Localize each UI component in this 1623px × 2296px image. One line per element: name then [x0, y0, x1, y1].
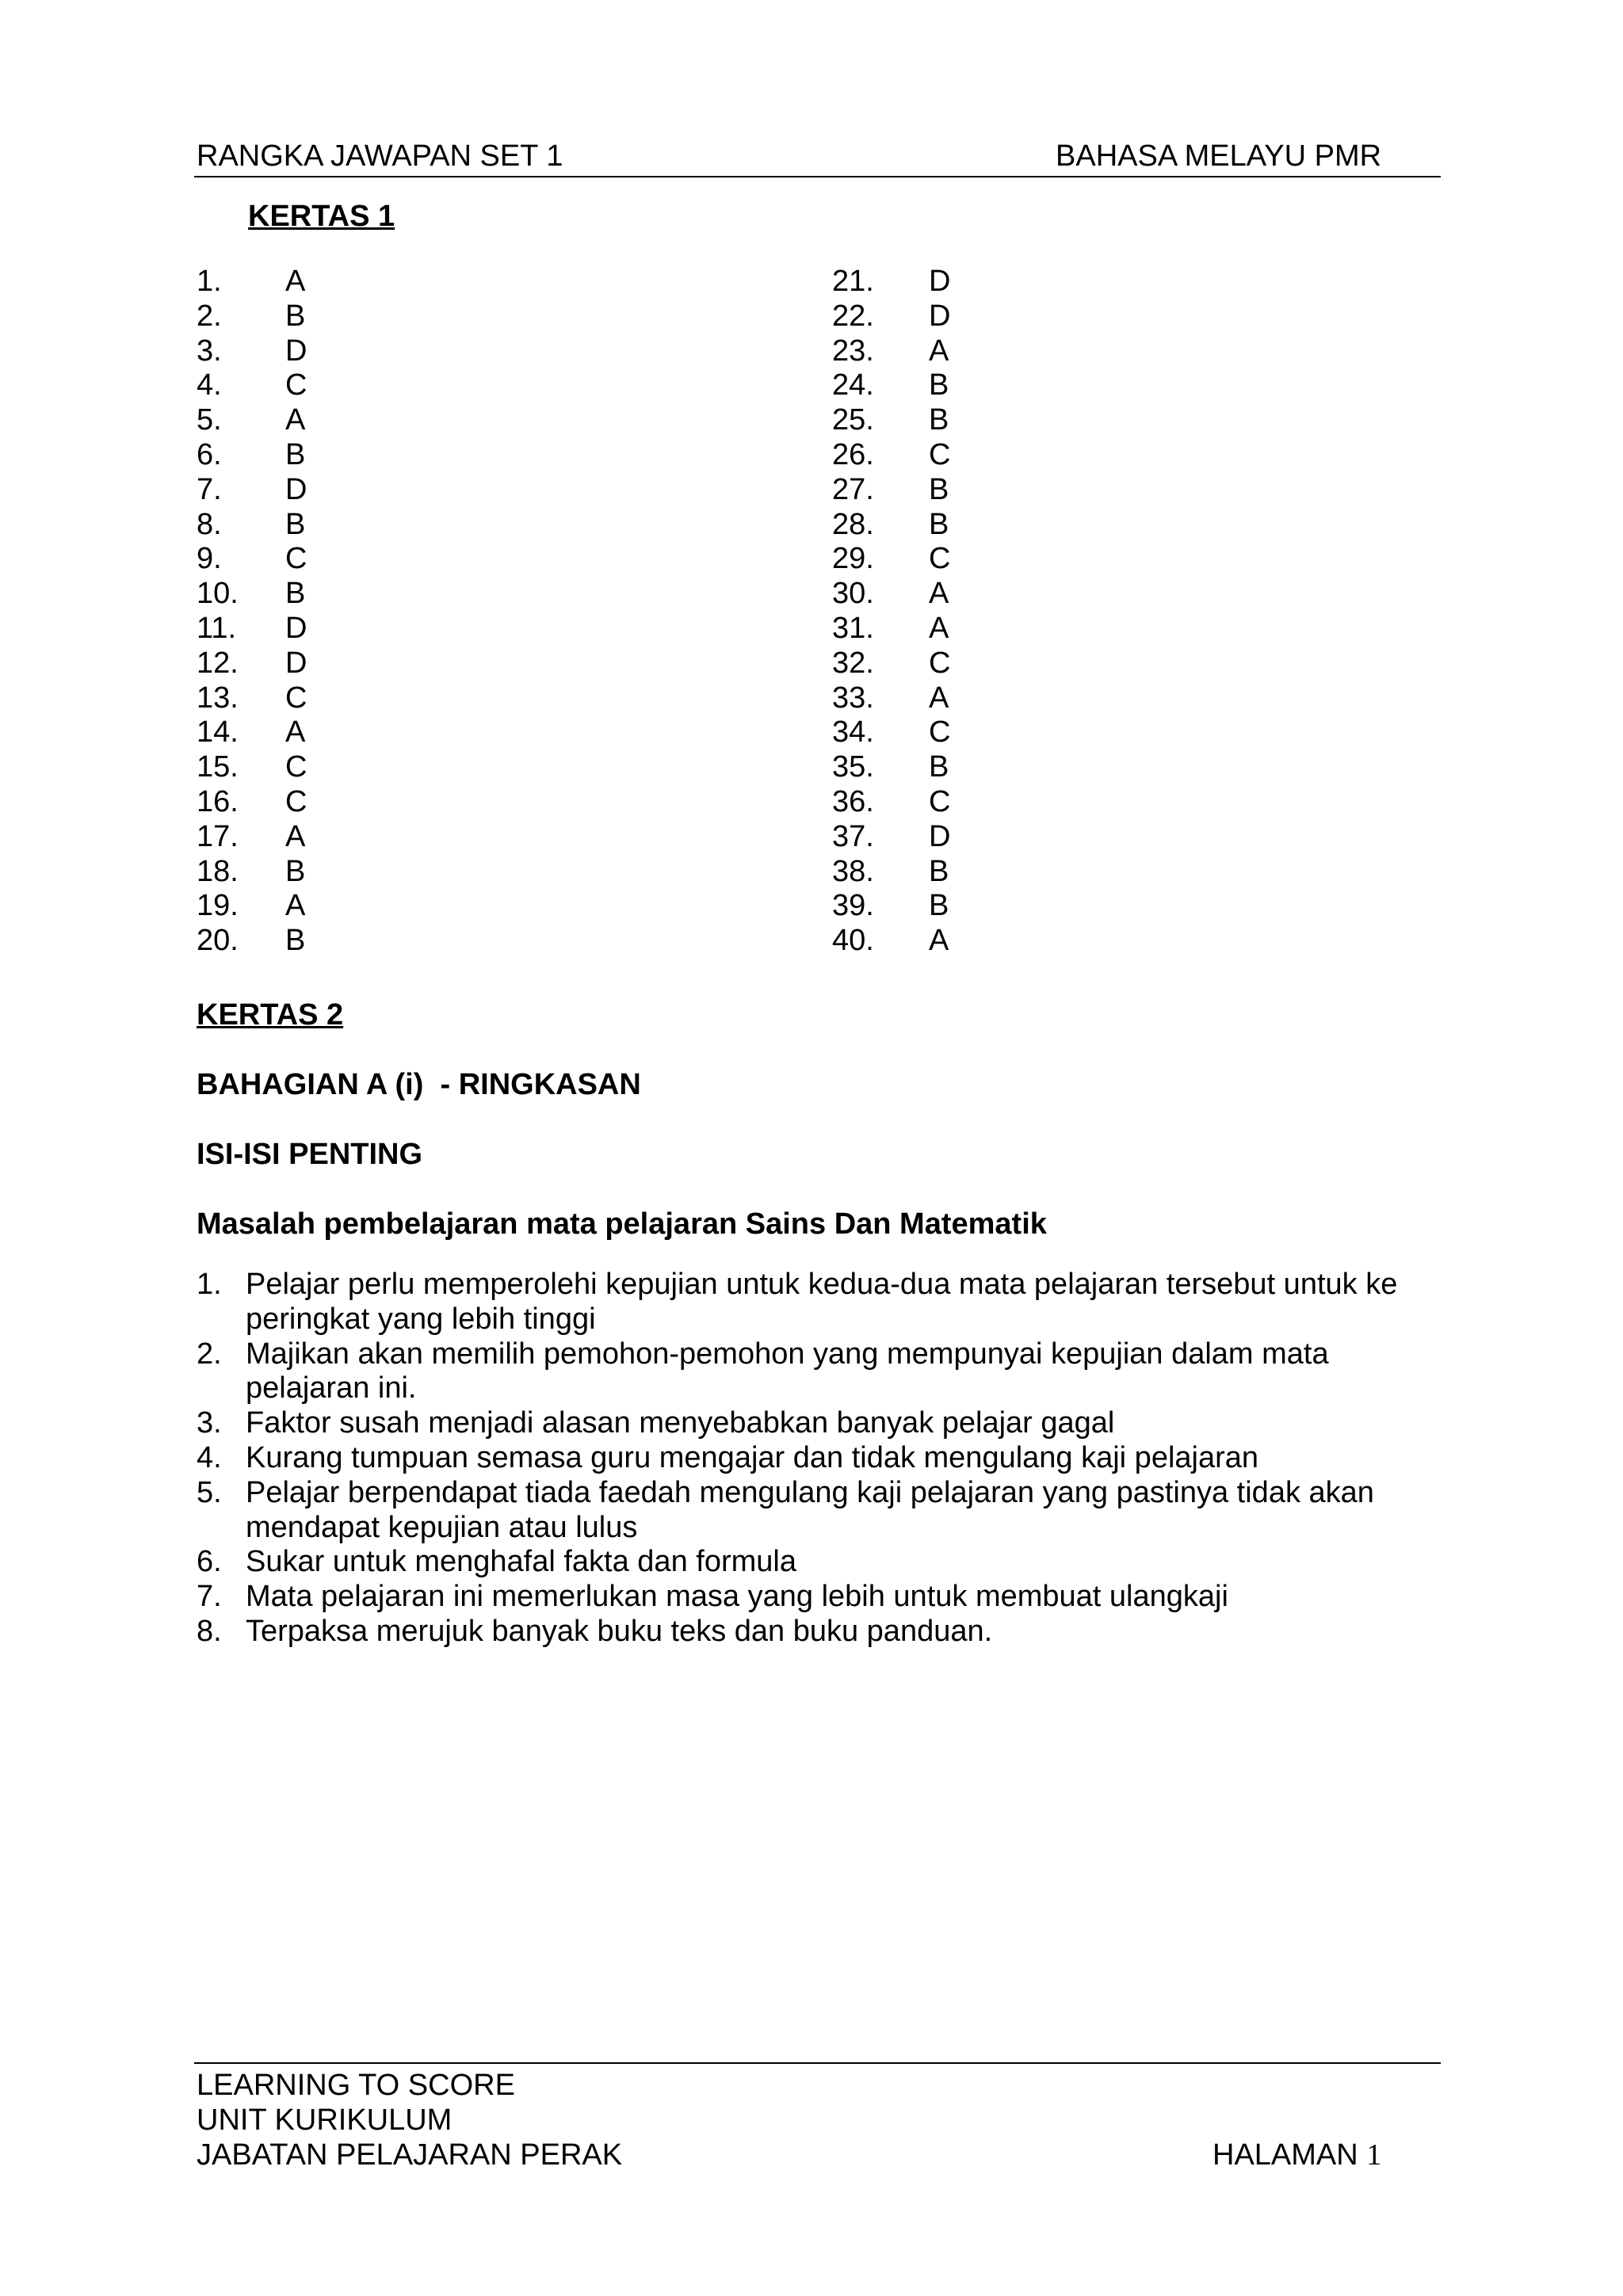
- point-item: [197, 1580, 1417, 1615]
- answer-number: 15.: [197, 750, 239, 784]
- answer-letter: A: [285, 889, 306, 923]
- answer-letter: C: [929, 715, 951, 749]
- answer-letter: A: [285, 819, 306, 853]
- answer-row: [197, 299, 355, 334]
- point-number: 6.: [197, 1545, 222, 1579]
- point-text: Pelajar perlu memperolehi kepujian untuk kedua-dua mata pelajaran tersebut untuk ke peringkat yang lebih tinggi: [246, 1268, 1398, 1336]
- answer-row: [832, 437, 991, 472]
- answers-right-column: [832, 264, 991, 958]
- answer-row: [197, 437, 355, 472]
- answer-row: [197, 368, 355, 402]
- page-number-block: [1212, 2138, 1381, 2172]
- section-heading: BAHAGIAN A (i) - RINGKASAN: [197, 1068, 641, 1101]
- answer-number: 1.: [197, 265, 222, 298]
- answer-number: 40.: [832, 924, 874, 958]
- answer-letter: D: [929, 819, 951, 853]
- answer-letter: B: [285, 577, 306, 611]
- answer-row: [832, 264, 991, 299]
- answer-number: 18.: [197, 854, 239, 888]
- answer-letter: B: [929, 889, 949, 923]
- answer-row: [832, 507, 991, 542]
- answer-letter: C: [929, 437, 951, 471]
- answer-letter: C: [285, 784, 307, 818]
- answer-number: 37.: [832, 819, 874, 853]
- points-list: [197, 1268, 1417, 1650]
- answer-row: [832, 576, 991, 611]
- answer-row: [197, 854, 355, 889]
- answer-letter: A: [929, 611, 949, 645]
- answer-row: [197, 923, 355, 958]
- answer-row: [197, 715, 355, 749]
- answer-number: 38.: [832, 854, 874, 888]
- point-text: Majikan akan memilih pemohon-pemohon yang mempunyai kepujian dalam mata pelajaran ini.: [246, 1337, 1329, 1405]
- answer-letter: B: [285, 854, 306, 888]
- footer-line1: LEARNING TO SCORE: [197, 2069, 515, 2102]
- answer-row: [832, 334, 991, 368]
- point-item: [197, 1545, 1417, 1580]
- point-text: Terpaksa merujuk banyak buku teks dan buku panduan.: [246, 1614, 993, 1648]
- answer-number: 14.: [197, 715, 239, 749]
- answer-letter: D: [285, 646, 307, 680]
- kertas1-title: KERTAS 1: [248, 200, 395, 233]
- answer-letter: B: [929, 854, 949, 888]
- answer-letter: B: [929, 472, 949, 506]
- answer-number: 34.: [832, 715, 874, 749]
- page-label: HALAMAN: [1212, 2138, 1358, 2172]
- point-number: 5.: [197, 1475, 222, 1509]
- answer-number: 32.: [832, 646, 874, 680]
- answer-row: [832, 784, 991, 819]
- answer-number: 8.: [197, 507, 222, 541]
- answer-row: [832, 402, 991, 437]
- answer-letter: D: [285, 611, 307, 645]
- point-number: 1.: [197, 1268, 222, 1301]
- point-item: [197, 1476, 1417, 1546]
- answer-row: [197, 334, 355, 368]
- answer-letter: D: [285, 334, 307, 368]
- answer-letter: C: [929, 784, 951, 818]
- answer-number: 33.: [832, 681, 874, 715]
- topic-heading: Masalah pembelajaran mata pelajaran Sains Dan Matematik: [197, 1207, 1047, 1241]
- answer-number: 7.: [197, 472, 222, 506]
- answer-letter: B: [929, 368, 949, 402]
- answer-row: [197, 541, 355, 576]
- answer-row: [197, 888, 355, 923]
- answer-number: 35.: [832, 750, 874, 784]
- answer-letter: D: [285, 472, 307, 506]
- answer-letter: B: [929, 507, 949, 541]
- answer-letter: A: [285, 403, 306, 437]
- answer-letter: B: [929, 403, 949, 437]
- answer-row: [197, 611, 355, 646]
- answer-letter: C: [285, 542, 307, 576]
- answer-letter: B: [285, 924, 306, 958]
- answer-number: 9.: [197, 542, 222, 576]
- answer-number: 21.: [832, 265, 874, 298]
- answer-row: [197, 507, 355, 542]
- answer-number: 11.: [197, 611, 237, 645]
- answer-letter: A: [285, 715, 306, 749]
- footer-line3: JABATAN PELAJARAN PERAK: [197, 2138, 623, 2172]
- footer-line2: UNIT KURIKULUM: [197, 2103, 453, 2137]
- point-text: Sukar untuk menghafal fakta dan formula: [246, 1545, 796, 1579]
- point-text: Faktor susah menjadi alasan menyebabkan banyak pelajar gagal: [246, 1406, 1115, 1440]
- page-number: 1: [1366, 2138, 1382, 2172]
- header-left: RANGKA JAWAPAN SET 1: [197, 139, 563, 173]
- header-rule: [194, 176, 1441, 177]
- answer-number: 16.: [197, 784, 239, 818]
- point-item: [197, 1268, 1417, 1337]
- answer-number: 29.: [832, 542, 874, 576]
- point-number: 4.: [197, 1440, 222, 1474]
- answer-number: 25.: [832, 403, 874, 437]
- answer-row: [832, 646, 991, 681]
- answer-number: 12.: [197, 646, 239, 680]
- point-number: 7.: [197, 1580, 222, 1614]
- answer-row: [197, 784, 355, 819]
- answer-number: 27.: [832, 472, 874, 506]
- answer-letter: C: [285, 750, 307, 784]
- answer-letter: A: [285, 265, 306, 298]
- answer-number: 19.: [197, 889, 239, 923]
- answer-row: [832, 749, 991, 784]
- point-item: [197, 1337, 1417, 1407]
- answer-row: [197, 472, 355, 507]
- subheading: ISI-ISI PENTING: [197, 1138, 423, 1171]
- header-right: BAHASA MELAYU PMR: [1056, 139, 1382, 173]
- answer-number: 20.: [197, 924, 239, 958]
- answer-row: [197, 576, 355, 611]
- answer-letter: B: [285, 507, 306, 541]
- answer-row: [832, 888, 991, 923]
- point-number: 8.: [197, 1614, 222, 1648]
- answer-number: 10.: [197, 577, 239, 611]
- answer-number: 4.: [197, 368, 222, 402]
- answer-row: [832, 715, 991, 749]
- answer-number: 28.: [832, 507, 874, 541]
- answer-letter: A: [929, 924, 949, 958]
- answer-number: 31.: [832, 611, 874, 645]
- answer-number: 6.: [197, 437, 222, 471]
- answer-letter: C: [285, 681, 307, 715]
- answer-row: [197, 646, 355, 681]
- point-text: Pelajar berpendapat tiada faedah mengulang kaji pelajaran yang pastinya tidak akan mendapat kepujian atau lulus: [246, 1475, 1374, 1544]
- answer-number: 17.: [197, 819, 239, 853]
- answer-row: [832, 368, 991, 402]
- answer-number: 36.: [832, 784, 874, 818]
- answer-number: 5.: [197, 403, 222, 437]
- answer-letter: A: [929, 334, 949, 368]
- answer-letter: B: [929, 750, 949, 784]
- answer-letter: B: [285, 299, 306, 333]
- answer-letter: A: [929, 681, 949, 715]
- answer-letter: A: [929, 577, 949, 611]
- answer-row: [832, 541, 991, 576]
- answer-number: 30.: [832, 577, 874, 611]
- answer-row: [197, 402, 355, 437]
- answer-letter: D: [929, 299, 951, 333]
- point-text: Mata pelajaran ini memerlukan masa yang lebih untuk membuat ulangkaji: [246, 1580, 1228, 1614]
- answer-row: [832, 299, 991, 334]
- point-number: 2.: [197, 1337, 222, 1371]
- answer-row: [832, 819, 991, 854]
- answer-number: 39.: [832, 889, 874, 923]
- answer-number: 26.: [832, 437, 874, 471]
- answer-row: [832, 923, 991, 958]
- answers-left-column: [197, 264, 355, 958]
- answer-row: [197, 819, 355, 854]
- kertas2-title: KERTAS 2: [197, 998, 344, 1032]
- answer-row: [197, 681, 355, 715]
- answer-row: [832, 611, 991, 646]
- point-text: Kurang tumpuan semasa guru mengajar dan tidak mengulang kaji pelajaran: [246, 1440, 1259, 1474]
- point-number: 3.: [197, 1406, 222, 1440]
- point-item: [197, 1441, 1417, 1476]
- answer-letter: B: [285, 437, 306, 471]
- answer-number: 3.: [197, 334, 222, 368]
- answer-letter: C: [929, 542, 951, 576]
- answer-row: [832, 472, 991, 507]
- answer-row: [197, 264, 355, 299]
- point-item: [197, 1406, 1417, 1441]
- answer-number: 2.: [197, 299, 222, 333]
- answer-letter: D: [929, 265, 951, 298]
- answer-letter: C: [285, 368, 307, 402]
- answer-number: 24.: [832, 368, 874, 402]
- answer-row: [832, 681, 991, 715]
- answer-number: 13.: [197, 681, 239, 715]
- answer-number: 22.: [832, 299, 874, 333]
- point-item: [197, 1615, 1417, 1650]
- answer-number: 23.: [832, 334, 874, 368]
- answer-row: [832, 854, 991, 889]
- answer-letter: C: [929, 646, 951, 680]
- answer-row: [197, 749, 355, 784]
- footer-rule: [194, 2062, 1441, 2064]
